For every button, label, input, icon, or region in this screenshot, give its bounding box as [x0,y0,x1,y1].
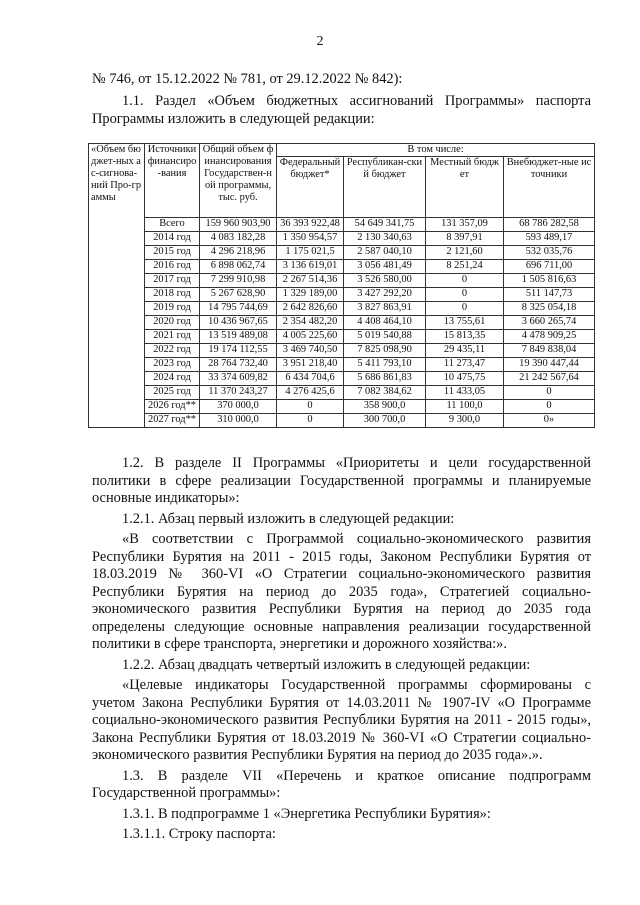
local-cell: 131 357,09 [426,218,504,232]
federal-cell: 36 393 922,48 [277,218,344,232]
row-label-cell: 2026 год** [145,400,200,414]
row-label-cell: 2024 год [145,372,200,386]
paragraph-1-2-1: 1.2.1. Абзац первый изложить в следующей редакции: [122,510,455,527]
table-row [89,414,595,428]
total-cell: 310 000,0 [200,414,277,428]
row-label-cell: 2025 год [145,386,200,400]
header-federal: Федеральный бюджет* [277,157,344,218]
extrabudgetary-cell: 696 711,00 [504,260,595,274]
extrabudgetary-cell: 0 [504,400,595,414]
table-row [89,232,595,246]
federal-cell: 2 354 482,20 [277,316,344,330]
total-cell: 11 370 243,27 [200,386,277,400]
row-label-cell: 2021 год [145,330,200,344]
federal-cell: 0 [277,400,344,414]
table-row [89,246,595,260]
extrabudgetary-cell: 3 660 265,74 [504,316,595,330]
local-cell: 0 [426,288,504,302]
federal-cell: 4 005 225,60 [277,330,344,344]
table-row [89,358,595,372]
republic-cell: 3 427 292,20 [344,288,426,302]
total-cell: 4 083 182,28 [200,232,277,246]
extrabudgetary-cell: 0» [504,414,595,428]
local-cell: 13 755,61 [426,316,504,330]
extrabudgetary-cell: 593 489,17 [504,232,595,246]
table-description-cell: «Объем бюджет-ных ас-сигнова-ний Про-граммы [89,144,145,428]
header-including: В том числе: [277,144,595,157]
republic-cell: 358 900,0 [344,400,426,414]
paragraph-1-3-1-1: 1.3.1.1. Строку паспорта: [122,826,276,842]
table-row [89,372,595,386]
extrabudgetary-cell: 511 147,73 [504,288,595,302]
republic-cell: 7 825 098,90 [344,344,426,358]
local-cell: 11 100,0 [426,400,504,414]
paragraph-quote-2: «Целевые индикаторы Государственной программы сформированы с учетом Закона Республики Бурятия от 14.03.2011 № 1907-IV «О Программе социально-экономического развития Республики Бурятия на 2011 - 2015 годы», Закона Республики Бурятия от 18.03.2019 № 360-VI «О Стратегии социально-экономического развития Республики Бурятия на период до 2035 года».». [92,677,591,763]
federal-cell: 4 276 425,6 [277,386,344,400]
local-cell: 11 433,05 [426,386,504,400]
page-number: 2 [316,34,324,49]
federal-cell: 2 267 514,36 [277,274,344,288]
total-cell: 28 764 732,40 [200,358,277,372]
local-cell: 29 435,11 [426,344,504,358]
republic-cell: 5 686 861,83 [344,372,426,386]
table-row [89,260,595,274]
extrabudgetary-cell: 21 242 567,64 [504,372,595,386]
row-label-cell: 2016 год [145,260,200,274]
republic-cell: 3 526 580,00 [344,274,426,288]
republic-cell: 300 700,0 [344,414,426,428]
total-cell: 5 267 628,90 [200,288,277,302]
body-text [92,455,591,844]
row-label-cell: 2014 год [145,232,200,246]
row-label-cell: 2020 год [145,316,200,330]
intro-line: № 746, от 15.12.2022 № 781, от 29.12.2022 № 842): [92,71,403,87]
republic-cell: 3 827 863,91 [344,302,426,316]
table-row [89,274,595,288]
local-cell: 11 273,47 [426,358,504,372]
table-row [89,218,595,232]
paragraph-1-3: 1.3. В разделе VII «Перечень и краткое описание подпрограмм Государственной программы»: [92,767,591,801]
header-extrabudgetary: Внебюджет-ные источники [504,157,595,218]
header-total: Общий объем финансирования Государствен-ной программы, тыс. руб. [200,144,277,218]
row-label-cell: 2018 год [145,288,200,302]
federal-cell: 0 [277,414,344,428]
table-row [89,386,595,400]
republic-cell: 7 082 384,62 [344,386,426,400]
extrabudgetary-cell: 19 390 447,44 [504,358,595,372]
federal-cell: 1 329 189,00 [277,288,344,302]
republic-cell: 2 587 040,10 [344,246,426,260]
total-cell: 6 898 062,74 [200,260,277,274]
federal-cell: 3 136 619,01 [277,260,344,274]
table-row [89,288,595,302]
extrabudgetary-cell: 8 325 054,18 [504,302,595,316]
republic-cell: 5 411 793,10 [344,358,426,372]
row-label-cell: 2023 год [145,358,200,372]
total-cell: 159 960 903,90 [200,218,277,232]
table-row [89,344,595,358]
federal-cell: 3 469 740,50 [277,344,344,358]
total-cell: 4 296 218,96 [200,246,277,260]
local-cell: 9 300,0 [426,414,504,428]
extrabudgetary-cell: 0 [504,386,595,400]
local-cell: 0 [426,302,504,316]
republic-cell: 4 408 464,10 [344,316,426,330]
total-cell: 33 374 609,82 [200,372,277,386]
republic-cell: 54 649 341,75 [344,218,426,232]
extrabudgetary-cell: 7 849 838,04 [504,344,595,358]
total-cell: 14 795 744,69 [200,302,277,316]
local-cell: 8 397,91 [426,232,504,246]
extrabudgetary-cell: 68 786 282,58 [504,218,595,232]
intro-paragraph: 1.1. Раздел «Объем бюджетных ассигнований Программы» паспорта Программы изложить в следующей редакции: [92,93,591,127]
local-cell: 15 813,35 [426,330,504,344]
paragraph-1-3-1: 1.3.1. В подпрограмме 1 «Энергетика Республики Бурятия»: [122,805,491,822]
paragraph-1-2: 1.2. В разделе II Программы «Приоритеты и цели государственной политики в сфере реализации Государственной программы и планируемые основные индикаторы»: [92,455,591,506]
extrabudgetary-cell: 4 478 909,25 [504,330,595,344]
federal-cell: 1 175 021,5 [277,246,344,260]
extrabudgetary-cell: 532 035,76 [504,246,595,260]
republic-cell: 5 019 540,88 [344,330,426,344]
republic-cell: 2 130 340,63 [344,232,426,246]
local-cell: 0 [426,274,504,288]
table-row [89,302,595,316]
header-local: Местный бюджет [426,157,504,218]
row-label-cell: 2022 год [145,344,200,358]
row-label-cell: 2017 год [145,274,200,288]
extrabudgetary-cell: 1 505 816,63 [504,274,595,288]
federal-cell: 3 951 218,40 [277,358,344,372]
total-cell: 13 519 489,08 [200,330,277,344]
row-label-cell: Всего [145,218,200,232]
republic-cell: 3 056 481,49 [344,260,426,274]
federal-cell: 2 642 826,60 [277,302,344,316]
paragraph-quote-1: «В соответствии с Программой социально-экономического развития Республики Бурятия на 2011 - 2015 годы, Законом Республики Бурятия от 18.03.2019 № 360-VI «О Стратегии социально-экономического развития Республики Бурятия на период до 2035 года», Стратегией социально-экономического развития Республики Бурятия на период до 2035 года определены следующие основные направления реализации государственной политики в сфере транспорта, энергетики и дорожного хозяйства:». [92,531,591,652]
total-cell: 10 436 967,65 [200,316,277,330]
paragraph-1-2-2: 1.2.2. Абзац двадцать четвертый изложить в следующей редакции: [122,656,531,673]
header-republic: Республикан-ский бюджет [344,157,426,218]
header-source: Источники финансиро-вания [145,144,200,218]
federal-cell: 6 434 704,6 [277,372,344,386]
table-row [89,400,595,414]
row-label-cell: 2027 год** [145,414,200,428]
local-cell: 2 121,60 [426,246,504,260]
local-cell: 10 475,75 [426,372,504,386]
total-cell: 7 299 910,98 [200,274,277,288]
total-cell: 19 174 112,55 [200,344,277,358]
row-label-cell: 2015 год [145,246,200,260]
total-cell: 370 000,0 [200,400,277,414]
table-row [89,330,595,344]
local-cell: 8 251,24 [426,260,504,274]
row-label-cell: 2019 год [145,302,200,316]
table-row [89,316,595,330]
federal-cell: 1 350 954,57 [277,232,344,246]
budget-table [88,143,595,428]
